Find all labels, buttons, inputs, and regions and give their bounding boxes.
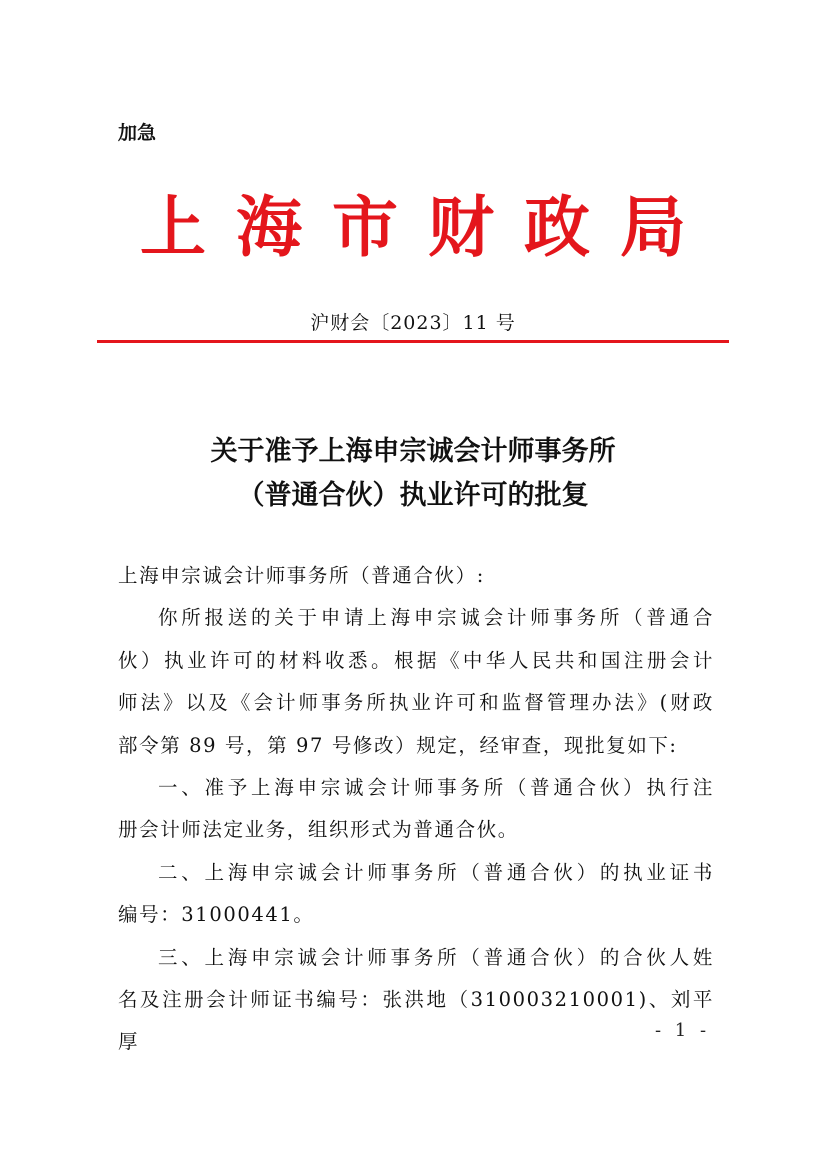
body-line: 伙）执业许可的材料收悉。根据《中华人民共和国注册会计 (118, 648, 714, 672)
body-line: 二、上海申宗诚会计师事务所（普通合伙）的执业证书 (158, 860, 714, 884)
body-line: 三、上海申宗诚会计师事务所（普通合伙）的合伙人姓 (158, 945, 714, 969)
urgency-mark: 加急 (118, 122, 157, 144)
body-line: 名及注册会计师证书编号：张洪地（310003210001)、刘平厚 (118, 988, 714, 1054)
body-line: 册会计师法定业务，组织形式为普通合伙。 (118, 818, 519, 842)
body-line: 部令第 89 号，第 97 号修改）规定，经审查，现批复如下: (118, 733, 678, 757)
document-body (118, 555, 714, 1064)
issuer-masthead: 上海市财政局 (140, 188, 716, 266)
body-line: 编号：31000441。 (118, 903, 315, 927)
title-line-2: （普通合伙）执业许可的批复 (237, 480, 589, 511)
addressee: 上海申宗诚会计师事务所（普通合伙）: (118, 564, 485, 587)
body-line: 师法》以及《会计师事务所执业许可和监督管理办法》(财政 (118, 691, 714, 715)
document-number: 沪财会〔2023〕11 号 (310, 312, 516, 334)
page-number: - 1 - (655, 1020, 711, 1041)
title-line-1: 关于准予上海申宗诚会计师事务所 (210, 436, 616, 467)
body-line: 一、准予上海申宗诚会计师事务所（普通合伙）执行注 (158, 776, 714, 800)
body-line: 你所报送的关于申请上海申宗诚会计师事务所（普通合 (158, 606, 714, 630)
document-title (0, 430, 826, 518)
red-divider-line (97, 340, 729, 343)
